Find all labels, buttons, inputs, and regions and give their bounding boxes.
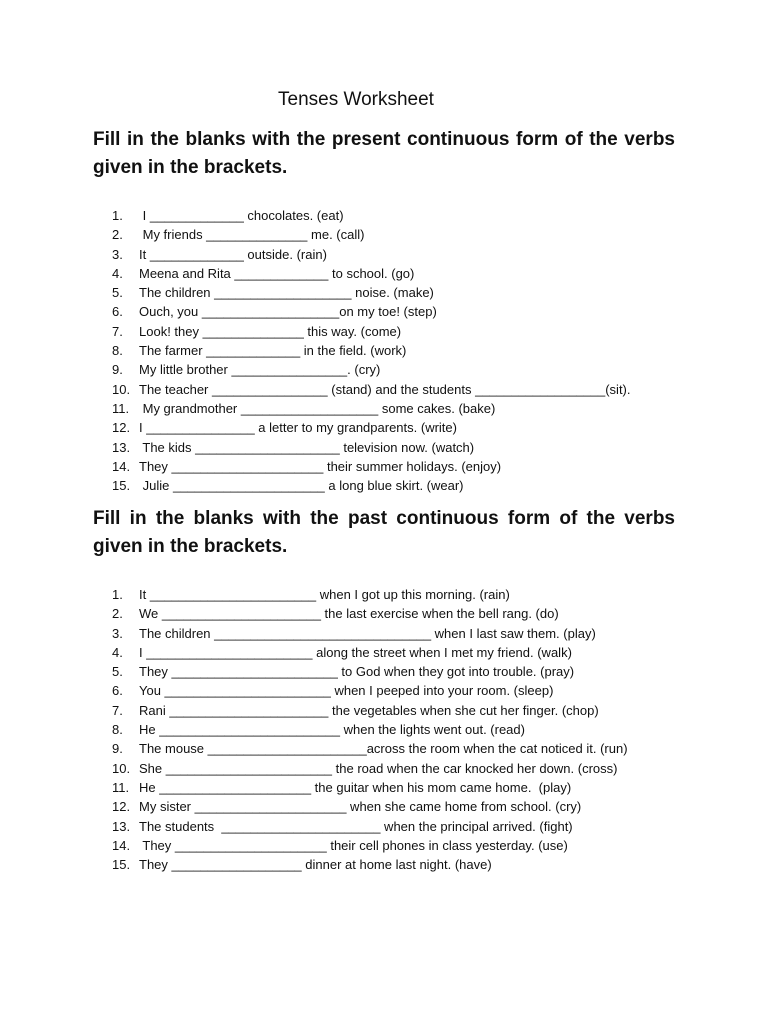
question-number: 11. [112,779,130,795]
question-text: The children ___________________ noise. (make) [139,285,434,301]
question-text: They _____________________ their cell phones in class yesterday. (use) [139,837,568,853]
question-number: 15. [112,857,131,873]
question-number: 12. [112,420,131,436]
question-number: 14. [112,837,131,853]
section2-instruction: Fill in the blanks with the past continuous form of the verbs given in the brackets. [93,508,675,557]
question-text: She _______________________ the road when the car knocked her down. (cross) [139,760,618,776]
question-number: 3. [112,246,123,262]
question-number: 10. [112,760,131,776]
question-item [112,457,631,476]
question-number: 12. [112,799,131,815]
question-item [112,360,631,379]
question-item [112,283,631,302]
question-number: 2. [112,606,123,622]
question-number: 5. [112,285,123,301]
question-item [112,604,628,623]
question-item [112,681,628,700]
question-number: 13. [112,439,131,455]
question-item [112,322,631,341]
question-number: 7. [112,323,123,339]
question-item [112,225,631,244]
question-item [112,341,631,360]
worksheet-title: Tenses Worksheet [278,89,434,110]
question-text: You _______________________ when I peeped into your room. (sleep) [139,683,554,699]
question-item [112,438,631,457]
question-number: 4. [112,644,123,660]
question-number: 1. [112,587,123,602]
question-item [112,778,628,797]
question-text: Rani ______________________ the vegetables when she cut her finger. (chop) [139,702,599,718]
question-item [112,662,628,681]
question-number: 7. [112,702,123,718]
question-number: 9. [112,362,123,378]
question-text: My grandmother ___________________ some cakes. (bake) [139,400,496,416]
question-number: 6. [112,304,123,320]
question-text: I _____________ chocolates. (eat) [139,208,344,223]
question-text: My friends ______________ me. (call) [139,227,365,243]
question-number: 4. [112,265,123,281]
question-item [112,817,628,836]
question-item [112,797,628,816]
question-item [112,701,628,720]
question-item [112,418,631,437]
question-number: 2. [112,227,123,243]
question-text: Look! they ______________ this way. (come) [139,323,402,339]
question-text: Julie _____________________ a long blue skirt. (wear) [139,478,464,494]
question-number: 3. [112,625,123,641]
question-text: They _____________________ their summer holidays. (enjoy) [139,458,502,474]
question-item [112,720,628,739]
question-number: 14. [112,458,131,474]
section1-instruction: Fill in the blanks with the present continuous form of the verbs given in the brackets. [93,129,675,178]
question-item [112,624,628,643]
question-text: My sister _____________________ when she came home from school. (cry) [139,799,582,815]
question-text: My little brother ________________. (cry) [139,362,381,378]
question-number: 10. [112,381,131,397]
question-text: I _______________ a letter to my grandparents. (write) [139,420,457,436]
question-text: He _____________________ the guitar when his mom came home. (play) [139,779,572,795]
question-text: The children ______________________________ when I last saw them. (play) [139,625,596,641]
question-number: 5. [112,664,123,680]
question-text: It _______________________ when I got up this morning. (rain) [139,587,510,602]
question-text: The mouse ______________________across the room when the cat noticed it. (run) [139,741,628,757]
question-item [112,643,628,662]
question-text: Ouch, you ___________________on my toe! (step) [139,304,437,320]
question-item [112,264,631,283]
question-item [112,245,631,264]
question-number: 9. [112,741,123,757]
question-text: We ______________________ the last exercise when the bell rang. (do) [139,606,559,622]
question-item [112,585,628,604]
question-text: The students ______________________ when the principal arrived. (fight) [139,818,573,834]
section1-question-list [112,206,631,495]
question-text: I _______________________ along the street when I met my friend. (walk) [139,644,572,660]
question-item [112,759,628,778]
question-number: 8. [112,343,123,359]
question-number: 13. [112,818,131,834]
question-text: The farmer _____________ in the field. (work) [139,343,407,359]
question-number: 15. [112,478,131,494]
section2-question-list [112,585,628,874]
question-text: They _______________________ to God when they got into trouble. (pray) [139,664,575,680]
question-item [112,399,631,418]
question-item [112,476,631,495]
question-number: 1. [112,208,123,223]
question-number: 6. [112,683,123,699]
question-item [112,739,628,758]
question-item [112,836,628,855]
question-item [112,855,628,874]
question-text: Meena and Rita _____________ to school. (go) [139,265,415,281]
question-number: 11. [112,400,130,416]
question-text: He _________________________ when the lights went out. (read) [139,722,525,738]
question-text: The kids ____________________ television now. (watch) [139,439,475,455]
question-item [112,206,631,225]
question-item [112,380,631,399]
question-text: It _____________ outside. (rain) [139,246,327,262]
question-text: They __________________ dinner at home last night. (have) [139,857,492,873]
question-number: 8. [112,722,123,738]
question-item [112,302,631,321]
question-text: The teacher ________________ (stand) and the students __________________(sit). [139,381,631,397]
